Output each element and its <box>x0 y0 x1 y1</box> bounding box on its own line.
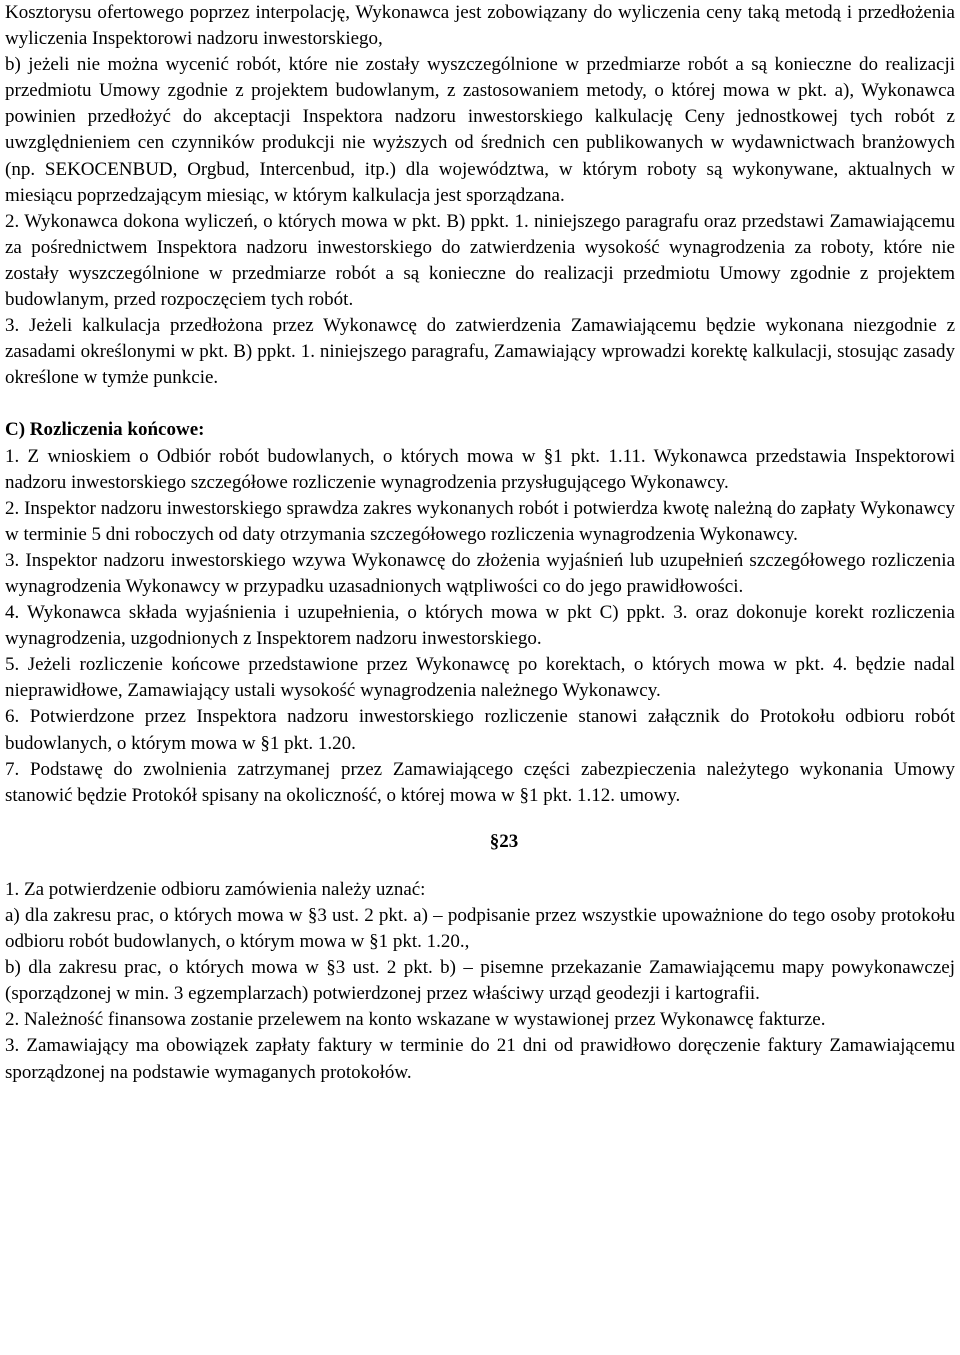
spacer <box>5 391 955 417</box>
list-item: 3. Inspektor nadzoru inwestorskiego wzywa Wykonawcę do złożenia wyjaśnień lub uzupełnień szczegółowego rozliczenia wynagrodzenia Wykonawcy w przypadku uzasadnionych wątpliwości co do jego prawidłowości. <box>5 549 955 597</box>
list-item: 3. Zamawiający ma obowiązek zapłaty faktury w terminie do 21 dni od prawidłowo doręczenie faktury Zamawiającemu sporządzonej na podstawie wymaganych protokołów. <box>5 1035 955 1083</box>
list-item: a) dla zakresu prac, o których mowa w §3 ust. 2 pkt. a) – podpisanie przez wszystkie upoważnione do tego osoby protokołu odbioru robót budowlanych, o którym mowa w §1 pkt. 1.20., <box>5 905 955 953</box>
list-item: 1. Z wnioskiem o Odbiór robót budowlanych, o których mowa w §1 pkt. 1.11. Wykonawca przedstawia Inspektorowi nadzoru inwestorskiego szczegółowe rozliczenie wynagrodzenia przysługującego Wykonawcy. <box>5 445 955 493</box>
list-item: 4. Wykonawca składa wyjaśnienia i uzupełnienia, o których mowa w pkt C) ppkt. 3. oraz dokonuje korekt rozliczenia wynagrodzenia, uzgodnionych z Inspektorem nadzoru inwestorskiego. <box>5 602 955 650</box>
section-heading: C) Rozliczenia końcowe: <box>5 419 205 441</box>
list-item: 2. Należność finansowa zostanie przelewem na konto wskazane w wystawionej przez Wykonawcę fakturze. <box>5 1009 826 1031</box>
list-item: 7. Podstawę do zwolnienia zatrzymanej przez Zamawiającego części zabezpieczenia należytego wykonania Umowy stanowić będzie Protokół spisany na okoliczność, o której mowa w §1 pkt. 1.12. umowy. <box>5 758 955 806</box>
text-paragraph: b) jeżeli nie można wycenić robót, które nie zostały wyszczególnione w przedmiarze robót a są konieczne do realizacji przedmiotu Umowy zgodnie z projektem budowlanym, z zastosowaniem metody, o której mowa w pkt. a), Wykonawca powinien przedłożyć do akceptacji Inspektora nadzoru inwestorskiego kalkulację Ceny jednostkowej tych robót z uwzględnieniem cen czynników produkcji nie wyższych od średnich cen publikowanych w wydawnictwach branżowych (np. SEKOCENBUD, Orgbud, Intercenbud, itp.) dla województwa, w którym roboty są wykonywane, aktualnych w miesiącu poprzedzającym miesiąc, w którym kalkulacja jest sporządzana. <box>5 54 955 206</box>
spacer <box>5 809 955 829</box>
list-item: b) dla zakresu prac, o których mowa w §3 ust. 2 pkt. b) – pisemne przekazanie Zamawiającemu mapy powykonawczej (sporządzonej w min. 3 egzemplarzach) potwierdzonej przez właściwy urząd geodezji i kartografii. <box>5 957 955 1005</box>
text-paragraph: 2. Wykonawca dokona wyliczeń, o których mowa w pkt. B) ppkt. 1. niniejszego paragrafu oraz przedstawi Zamawiającemu za pośrednictwem Inspektora nadzoru inwestorskiego do zatwierdzenia wysokość wynagrodzenia za roboty, które nie zostały wyszczególnione w przedmiarze robót a są konieczne do realizacji przedmiotu Umowy zgodnie z projektem budowlanym, przed rozpoczęciem tych robót. <box>5 210 955 311</box>
list-item: 2. Inspektor nadzoru inwestorskiego sprawdza zakres wykonanych robót i potwierdza kwotę należną do zapłaty Wykonawcy w terminie 5 dni roboczych od daty otrzymania szczegółowego rozliczenia wynagrodzenia Wykonawcy. <box>5 497 955 545</box>
list-item: 5. Jeżeli rozliczenie końcowe przedstawione przez Wykonawcę po korektach, o których mowa w pkt. 4. będzie nadal nieprawidłowe, Zamawiający ustali wysokość wynagrodzenia należnego Wykonawcy. <box>5 654 955 702</box>
list-item: 6. Potwierdzone przez Inspektora nadzoru inwestorskiego rozliczenie stanowi załącznik do Protokołu odbioru robót budowlanych, o którym mowa w §1 pkt. 1.20. <box>5 706 955 754</box>
paragraph-number: §23 <box>489 830 519 852</box>
list-item: 1. Za potwierdzenie odbioru zamówienia należy uznać: <box>5 878 426 900</box>
text-paragraph: Kosztorysu ofertowego poprzez interpolację, Wykonawca jest zobowiązany do wyliczenia ceny taką metodą i przedłożenia wyliczenia Inspektorowi nadzoru inwestorskiego, <box>5 2 955 50</box>
spacer <box>5 855 955 877</box>
text-paragraph: 3. Jeżeli kalkulacja przedłożona przez Wykonawcę do zatwierdzenia Zamawiającemu będzie wykonana niezgodnie z zasadami określonymi w pkt. B) ppkt. 1. niniejszego paragrafu, Zamawiający wprowadzi korektę kalkulacji, stosując zasady określone w tymże punkcie. <box>5 315 955 389</box>
